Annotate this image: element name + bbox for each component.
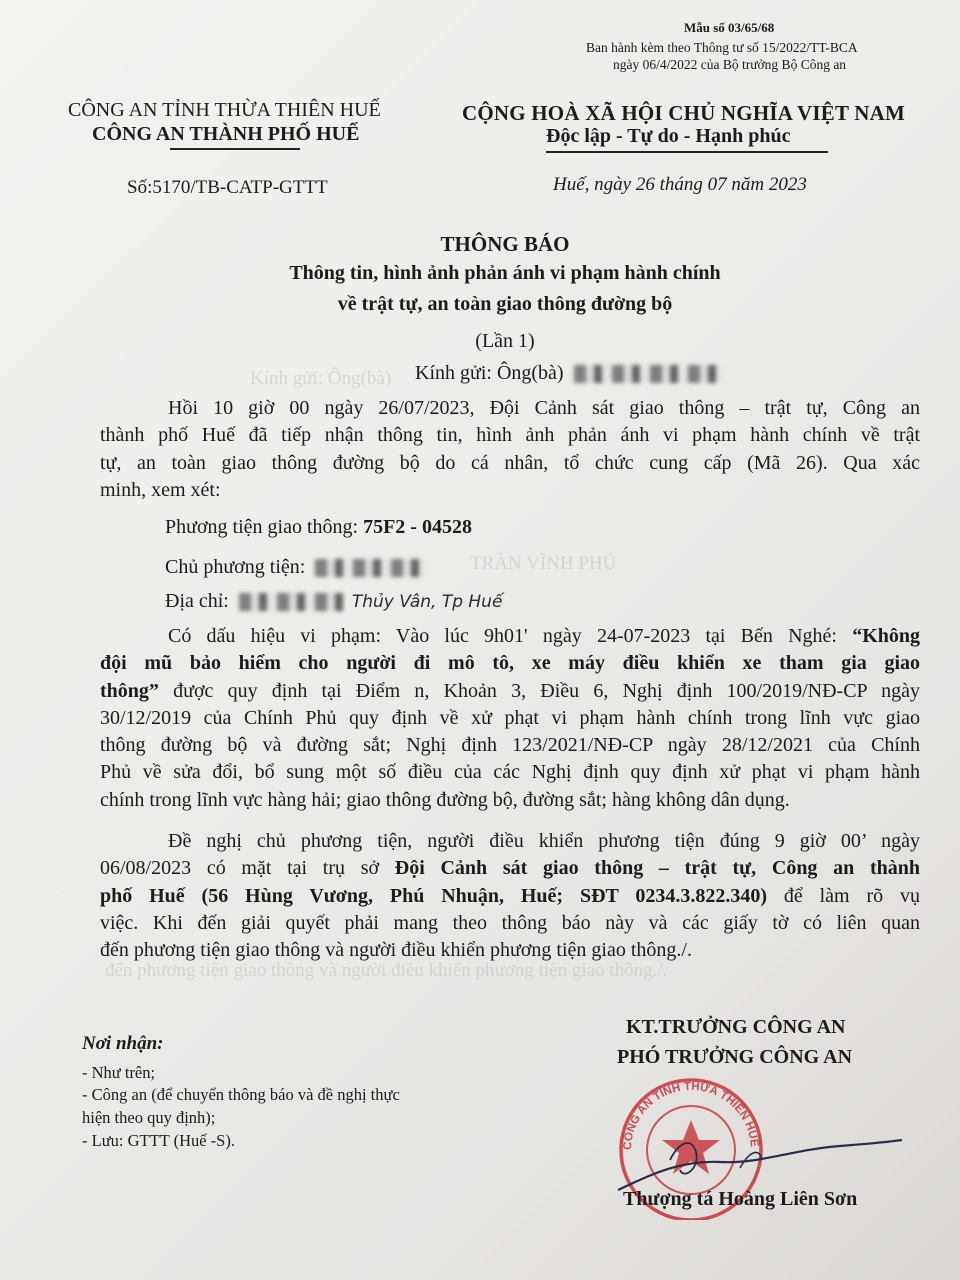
agency-underline <box>170 148 300 150</box>
document-number: Số:5170/TB-CATP-GTTT <box>127 177 328 198</box>
text-line <box>100 883 920 910</box>
issuing-agency: CÔNG AN THÀNH PHỐ HUẾ <box>92 123 360 145</box>
national-title: CỘNG HOÀ XÃ HỘI CHỦ NGHĨA VIỆT NAM <box>462 101 905 125</box>
text-fragment: để làm rõ vụ <box>767 884 920 907</box>
bleed-through-text: đến phương tiện giao thông và người điều khiển phương tiện giao thông./. <box>105 960 668 981</box>
address-field <box>165 590 502 613</box>
recipient-item: hiện theo quy định); <box>82 1108 216 1127</box>
license-plate: 75F2 - 04528 <box>363 516 472 538</box>
recipient-item: - Như trên; <box>82 1063 156 1082</box>
text-line: Đề nghị chủ phương tiện, người điều khiển phương tiện đúng 9 giờ 00’ ngày <box>168 830 920 852</box>
text-line: minh, xem xét: <box>100 478 221 501</box>
violation-quote: “Không <box>852 625 920 647</box>
text-line: đến phương tiện giao thông và người điều khiển phương tiện giao thông./. <box>100 939 692 962</box>
intro-paragraph <box>100 395 920 504</box>
signer-name: Thượng tá Hoàng Liên Sơn <box>623 1188 858 1210</box>
addressee <box>415 362 724 385</box>
document-subtitle: Thông tin, hình ảnh phản ánh vi phạm hành chính <box>289 262 721 284</box>
recipient-item: - Lưu: GTTT (Huế -S). <box>82 1131 235 1150</box>
redacted-name <box>574 365 724 383</box>
text-line <box>100 678 920 705</box>
violation-quote: đội mũ bảo hiểm cho người đi mô tô, xe máy điều khiển xe tham gia giao <box>100 652 920 675</box>
address-label: Địa chỉ: <box>165 590 229 612</box>
signatory-title: KT.TRƯỞNG CÔNG AN <box>626 1016 846 1038</box>
violation-paragraph <box>100 623 920 814</box>
issuance-note: Ban hành kèm theo Thông tư số 15/2022/TT-BCA <box>586 40 858 55</box>
addressee-label: Kính gửi: Ông(bà) <box>415 362 564 384</box>
text-fragment: 06/08/2023 có mặt tại trụ sở <box>100 857 395 880</box>
bleed-through-text: TRẦN VĨNH PHÚ <box>470 553 617 574</box>
text-fragment: được quy định tại Điểm n, Khoản 3, Điều 6, Nghị định 100/2019/NĐ-CP ngày <box>158 679 920 702</box>
text-line: 30/12/2019 của Chính Phủ quy định về xử phạt vi phạm hành chính trong lĩnh vực giao <box>100 706 920 729</box>
text-line: thông đường bộ và đường sắt; Nghị định 123/2021/NĐ-CP ngày 28/12/2021 của Chính <box>100 734 920 757</box>
signatory-position: PHÓ TRƯỞNG CÔNG AN <box>617 1046 853 1068</box>
recipients-title: Nơi nhận: <box>82 1033 164 1054</box>
vehicle-field <box>165 516 472 539</box>
vehicle-label: Phương tiện giao thông: <box>165 516 364 538</box>
bleed-through-text: Kính gửi: Ông(bà) <box>250 368 392 389</box>
national-motto: Độc lập - Tự do - Hạnh phúc <box>546 125 791 147</box>
text-line: Phủ về sửa đổi, bổ sung một số điều của các Nghị định quy định xử phạt vi phạm hành <box>100 761 920 784</box>
owner-field <box>165 556 425 579</box>
violation-quote: thông” <box>100 679 159 702</box>
text-line <box>100 855 920 882</box>
text-fragment: Có dấu hiệu vi phạm: Vào lúc 9h01' ngày 24-07-2023 tại Bến Nghé: <box>168 625 853 647</box>
office-address: phố Huế (56 Hùng Vương, Phú Nhuận, Huế; SĐT 0234.3.822.340) <box>100 884 768 907</box>
text-line: thành phố Huế đã tiếp nhận thông tin, hình ảnh phản ánh vi phạm hành chính về trật <box>100 424 920 447</box>
svg-text:CÔNG AN TỈNH THỪA THIÊN HUẾ: CÔNG AN TỈNH THỪA THIÊN HUẾ <box>621 1080 760 1151</box>
place-date: Huế, ngày 26 tháng 07 năm 2023 <box>553 174 807 195</box>
owner-label: Chủ phương tiện: <box>165 556 306 578</box>
motto-underline <box>546 151 828 153</box>
notice-round: (Lần 1) <box>475 330 535 352</box>
document-title: THÔNG BÁO <box>440 232 570 256</box>
request-paragraph <box>100 828 920 964</box>
text-line: tự, an toàn giao thông đường bộ do cá nhân, tổ chức cung cấp (Mã 26). Qua xác <box>100 451 920 474</box>
redacted-address <box>239 593 344 611</box>
parent-agency: CÔNG AN TỈNH THỪA THIÊN HUẾ <box>68 99 381 121</box>
handwritten-address: Thủy Vân, Tp Huế <box>351 592 503 612</box>
text-line: Hồi 10 giờ 00 ngày 26/07/2023, Đội Cảnh sát giao thông – trật tự, Công an <box>168 397 920 419</box>
redacted-owner <box>315 559 425 577</box>
text-line <box>100 623 920 650</box>
document-subtitle: về trật tự, an toàn giao thông đường bộ <box>337 293 673 315</box>
form-number: Mẫu số 03/65/68 <box>684 20 775 35</box>
text-line: việc. Khi đến giải quyết phải mang theo thông báo này và các giấy tờ có liên quan <box>100 911 920 934</box>
issuance-note-date: ngày 06/4/2022 của Bộ trưởng Bộ Công an <box>613 57 847 72</box>
recipient-item: - Công an (để chuyển thông báo và đề nghị thực <box>82 1085 400 1104</box>
office-name: Đội Cảnh sát giao thông – trật tự, Công an thành <box>394 857 920 880</box>
text-line: chính trong lĩnh vực hàng hải; giao thông đường bộ, đường sắt; hàng không dân dụng. <box>100 788 790 811</box>
